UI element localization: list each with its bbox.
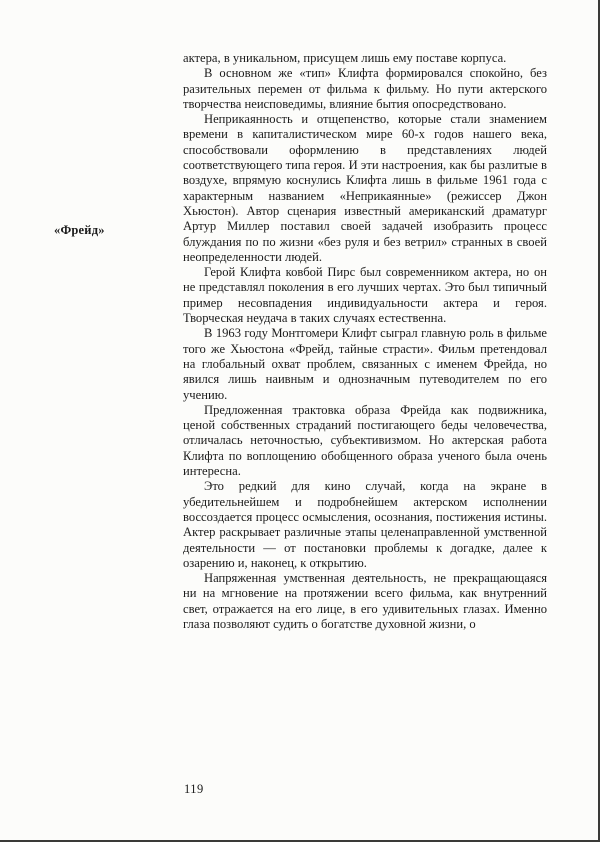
paragraph: Напряженная умственная деятельность, не прекращающаяся ни на мгновение на протяжении всего фильма, как внутренний свет, отражается на его лице, в его удивительных глазах. Именно глаза позволяют судить о богатстве духовной жизни, о: [183, 571, 547, 631]
paragraph: актера, в уникальном, присущем лишь ему поставе корпуса.: [183, 51, 507, 65]
text-column: [183, 51, 547, 632]
page-number: 119: [184, 782, 204, 796]
paragraph: Герой Клифта ковбой Пирс был современником актера, но он не представлял поколения в его лучших чертах. Это был типичный пример несовпадения индивидуальности актера и героя. Творческая неудача в таких случаях естественна.: [183, 265, 547, 326]
paragraph: Неприкаянность и отщепенство, которые стали знамением времени в капиталистическом мире 60-х годов нашего века, способствовали оформлению в представлениях людей соответствующего типа героя. И эти настроения, как бы разлитые в воздухе, впрямую коснулись Клифта лишь в фильме 1961 года с характерным названием «Неприкаянные» (режиссер Джон Хьюстон). Автор сценария известный американский драматург Артур Миллер поставил своей задачей изобразить процесс блуждания по по жизни «без руля и без ветрил» странных в своей неопределенности людей.: [183, 112, 547, 264]
paragraph: В основном же «тип» Клифта формировался спокойно, без разительных перемен от фильма к фильму. Но пути актерского творчества неисповедимы, влияние бытия опосредствовано.: [183, 66, 547, 111]
paragraph: В 1963 году Монтгомери Клифт сыграл главную роль в фильме того же Хьюстона «Фрейд, тайные страсти». Фильм претендовал на глобальный охват проблем, связанных с именем Фрейда, но явился лишь наивным и однозначным путеводителем по его учению.: [183, 326, 547, 402]
margin-note: «Фрейд»: [54, 223, 105, 237]
paragraph: Предложенная трактовка образа Фрейда как подвижника, ценой собственных страданий постигающего беды человечества, отличалась неточностью, субъективизмом. Но актерская работа Клифта по воплощению обобщенного образа ученого была очень интересна.: [183, 402, 547, 479]
paragraph: Это редкий для кино случай, когда на экране в убедительнейшем и подробнейшем актерском исполнении воссоздается процесс осмысления, осознания, постижения истины. Актер раскрывает различные этапы целенаправленной умственной деятельности — от постановки проблемы к догадке, далее к озарению и, наконец, к открытию.: [183, 479, 547, 570]
